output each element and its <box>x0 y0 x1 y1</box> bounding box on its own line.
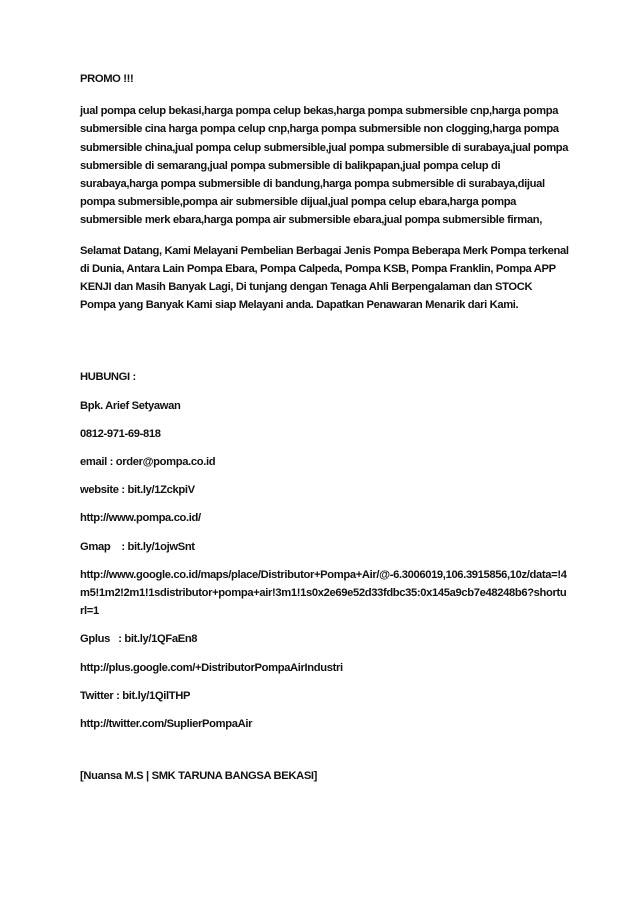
contact-section <box>80 368 570 733</box>
contact-website-short: website : bit.ly/1ZckpiV <box>80 484 195 497</box>
promo-heading: PROMO !!! <box>80 73 134 85</box>
footer-spacer <box>80 743 570 767</box>
contact-gplus-link <box>80 659 570 677</box>
contact-name: Bpk. Arief Setyawan <box>80 399 181 412</box>
keywords-paragraph: jual pompa celup bekasi,harga pompa celup bekas,harga pompa submersible cnp,harga pompa submersible cina harga pompa celup cnp,harga pompa submersible non clogging,harga pompa submersible china,jual pompa celup submersible,jual pompa submersible di surabaya,jual pompa submersible di semarang,jual pompa submersible di balikpapan,jual pompa celup di surabaya,harga pompa submersible di bandung,harga pompa submersible di surabaya,dijual pompa submersible,pompa air submersible dijual,jual pompa celup ebara,harga pompa submersible merk ebara,harga pompa air submersible ebara,jual pompa submersible firman, <box>80 105 569 227</box>
contact-gmap-short: Gmap : bit.ly/1ojwSnt <box>80 540 195 553</box>
contact-twitter-short: Twitter : bit.ly/1QilTHP <box>80 689 191 702</box>
contact-gplus-short: Gplus : bit.ly/1QFaEn8 <box>80 633 198 646</box>
contact-email: email : order@pompa.co.id <box>80 456 216 469</box>
twitter-link[interactable]: http://twitter.com/SuplierPompaAir <box>80 718 253 731</box>
welcome-paragraph: Selamat Datang, Kami Melayani Pembelian Berbagai Jenis Pompa Beberapa Merk Pompa terkenal di Dunia, Antara Lain Pompa Ebara, Pompa Calpeda, Pompa KSB, Pompa Franklin, Pompa APP KENJI dan Masih Banyak Lagi, Di tunjang dengan Tenaga Ahli Berpengalaman dan STOCK Pompa yang Banyak Kami siap Melayani anda. Dapatkan Penawaran Menarik dari Kami. <box>80 244 569 312</box>
contact-website-link <box>80 509 570 527</box>
contact-heading: HUBUNGI : <box>80 371 136 384</box>
website-link[interactable]: http://www.pompa.co.id/ <box>80 512 201 525</box>
gmap-link[interactable]: http://www.google.co.id/maps/place/Distributor+Pompa+Air/@-6.3006019,106.3915856,10z/data=!4m5!1m2!2m1!1sdistributor+pompa+air!3m1!1s0x2e69e52d33fdbc35:0x145a9cb7e48248b6?shorturl=1 <box>80 568 567 618</box>
contact-gmap-link <box>80 566 570 621</box>
contact-phone: 0812-971-69-818 <box>80 427 161 440</box>
footer-credit: [Nuansa M.S | SMK TARUNA BANGSA BEKASI] <box>80 770 318 783</box>
document-body <box>80 70 570 795</box>
section-spacer <box>80 324 570 368</box>
gplus-link[interactable]: http://plus.google.com/+DistributorPompaAirIndustri <box>80 661 343 674</box>
contact-twitter-link <box>80 715 570 733</box>
